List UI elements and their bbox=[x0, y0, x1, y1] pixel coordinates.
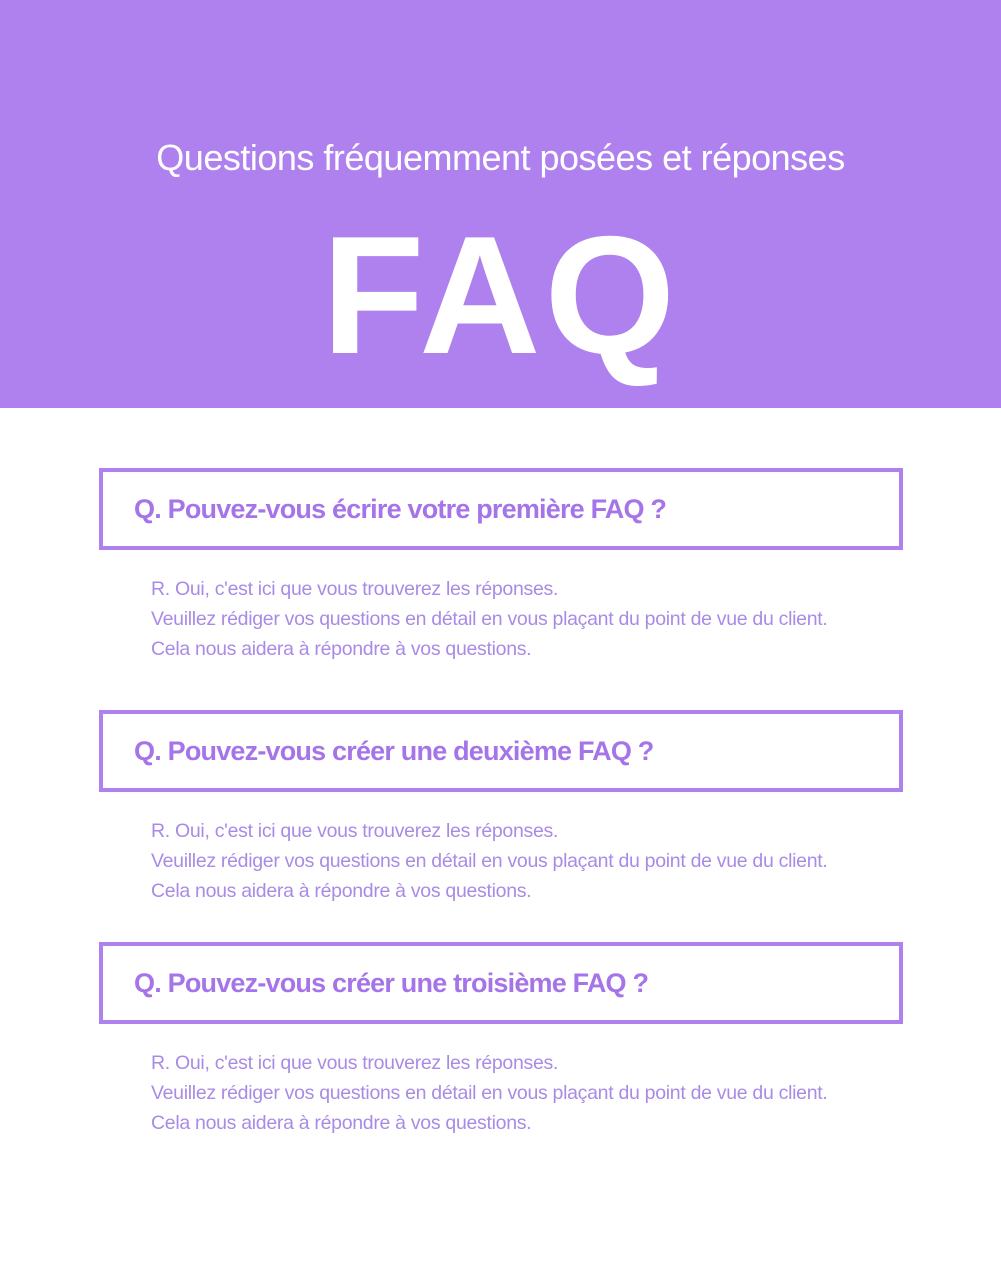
faq-question-box bbox=[99, 942, 903, 1024]
faq-answer-line: Veuillez rédiger vos questions en détail en vous plaçant du point de vue du client. bbox=[151, 1082, 828, 1104]
faq-answer-line: R. Oui, c'est ici que vous trouverez les réponses. bbox=[151, 1052, 559, 1074]
faq-answer-line: R. Oui, c'est ici que vous trouverez les réponses. bbox=[151, 578, 559, 600]
faq-answer-line: R. Oui, c'est ici que vous trouverez les réponses. bbox=[151, 820, 559, 842]
faq-answer-line: Cela nous aidera à répondre à vos questions. bbox=[151, 638, 532, 660]
faq-question-box bbox=[99, 468, 903, 550]
faq-item-3 bbox=[99, 942, 903, 1138]
faq-question: Q. Pouvez-vous créer une troisième FAQ ? bbox=[134, 967, 649, 998]
faq-item-2 bbox=[99, 710, 903, 906]
faq-item-1 bbox=[99, 468, 903, 664]
faq-answer bbox=[99, 574, 903, 664]
faq-question: Q. Pouvez-vous écrire votre première FAQ ? bbox=[134, 493, 667, 524]
page-title: FAQ bbox=[321, 201, 680, 389]
faq-answer-line: Cela nous aidera à répondre à vos questions. bbox=[151, 880, 532, 902]
header-banner bbox=[0, 0, 1001, 408]
faq-question: Q. Pouvez-vous créer une deuxième FAQ ? bbox=[134, 735, 654, 766]
faq-answer bbox=[99, 1048, 903, 1138]
faq-answer-line: Cela nous aidera à répondre à vos questions. bbox=[151, 1112, 532, 1134]
faq-answer-line: Veuillez rédiger vos questions en détail en vous plaçant du point de vue du client. bbox=[151, 608, 828, 630]
faq-answer bbox=[99, 816, 903, 906]
page-subtitle: Questions fréquemment posées et réponses bbox=[156, 137, 845, 178]
faq-question-box bbox=[99, 710, 903, 792]
faq-answer-line: Veuillez rédiger vos questions en détail en vous plaçant du point de vue du client. bbox=[151, 850, 828, 872]
